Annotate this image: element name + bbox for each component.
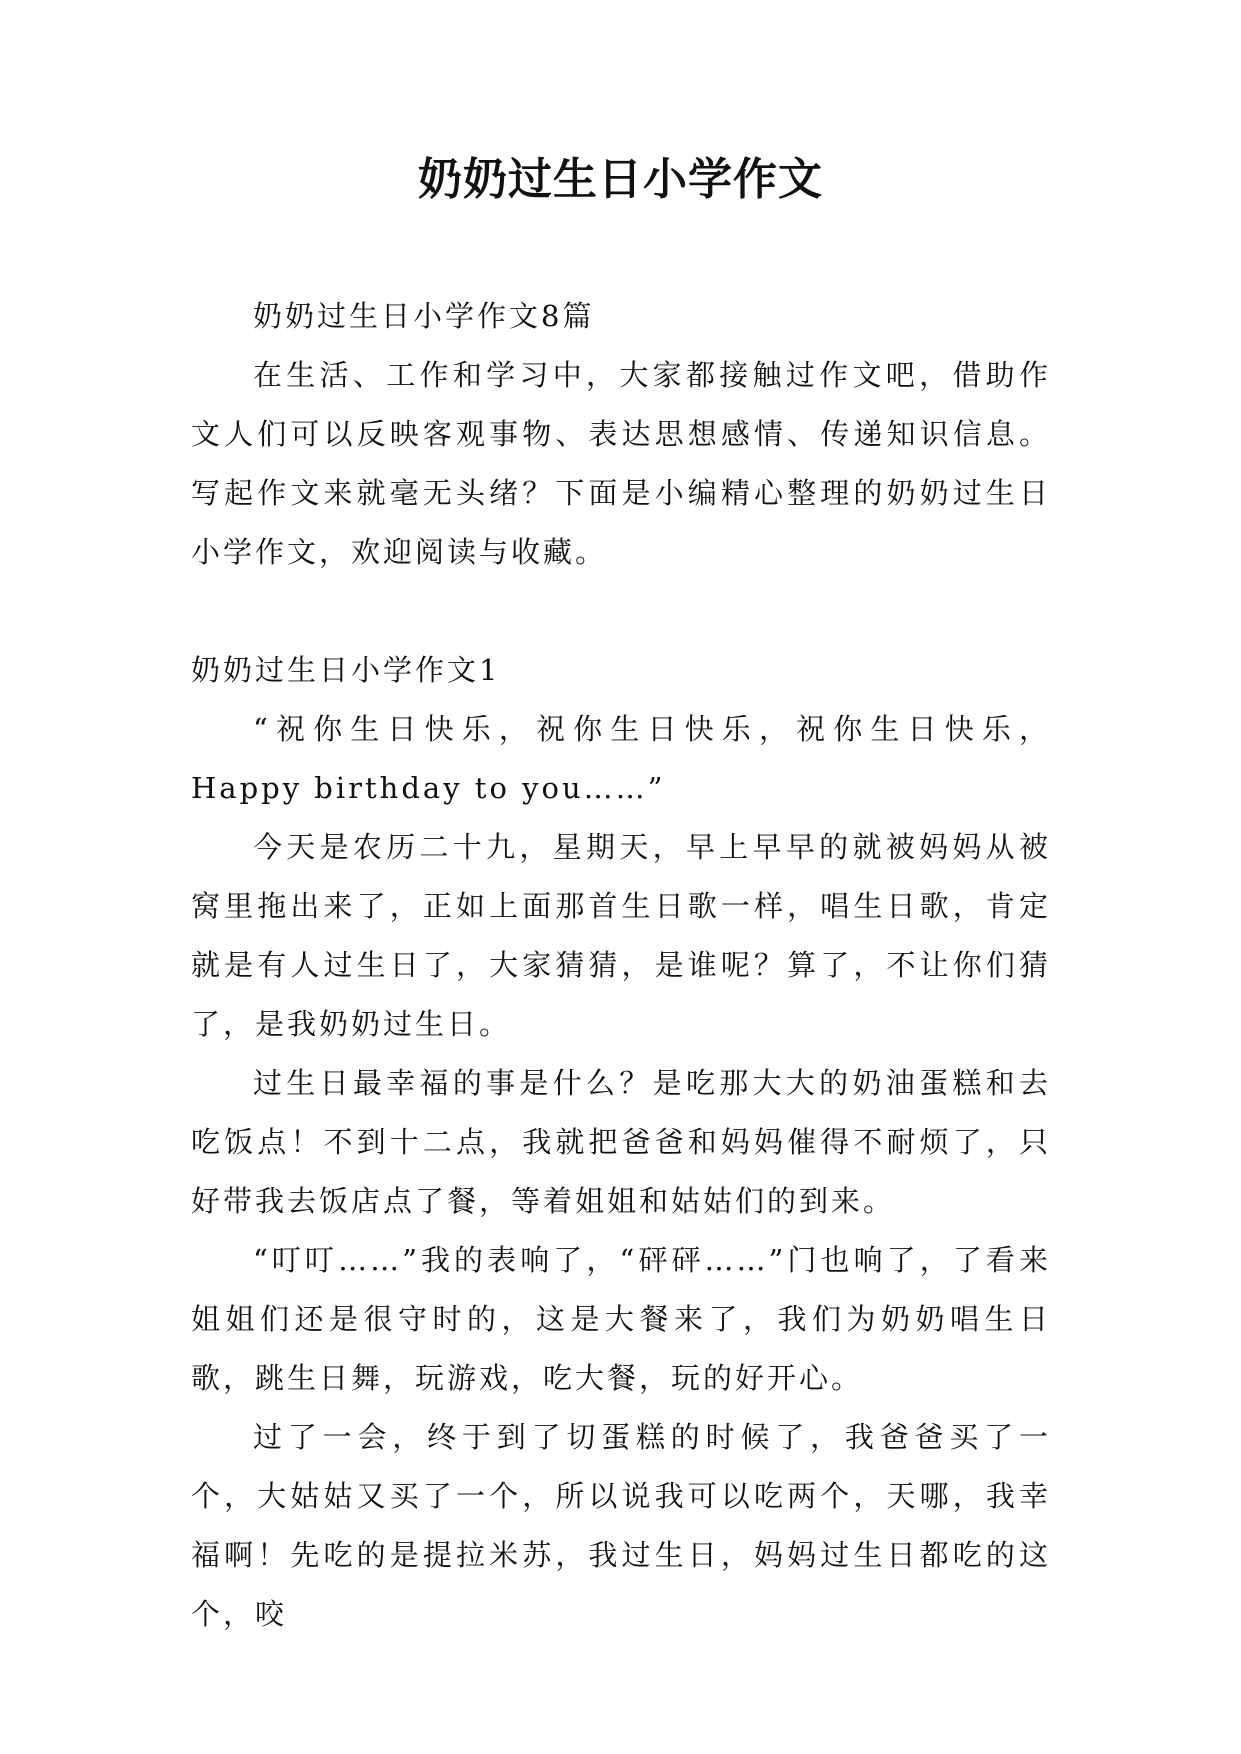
document-body	[191, 287, 1051, 1644]
essay-paragraph-2: 今天是农历二十九，星期天，早上早早的就被妈妈从被窝里拖出来了，正如上面那首生日歌一样，唱生日歌，肯定就是有人过生日了，大家猜猜，是谁呢？算了，不让你们猜了，是我奶奶过生日。	[191, 830, 1051, 1041]
intro-paragraph: 在生活、工作和学习中，大家都接触过作文吧，借助作文人们可以反映客观事物、表达思想感情、传递知识信息。写起作文来就毫无头绪？下面是小编精心整理的奶奶过生日小学作文，欢迎阅读与收藏。	[191, 358, 1051, 569]
paragraph-gap	[191, 582, 1051, 641]
document-title: 奶奶过生日小学作文	[418, 154, 823, 205]
document-subtitle: 奶奶过生日小学作文8篇	[253, 299, 595, 333]
essay-paragraph-5: 过了一会，终于到了切蛋糕的时候了，我爸爸买了一个，大姑姑又买了一个，所以说我可以吃两个，天哪，我幸福啊！先吃的是提拉米苏，我过生日，妈妈过生日都吃的这个，咬	[191, 1420, 1051, 1631]
essay-paragraph-3: 过生日最幸福的事是什么？是吃那大大的奶油蛋糕和去吃饭点！不到十二点，我就把爸爸和妈妈催得不耐烦了，只好带我去饭店点了餐，等着姐姐和姑姑们的到来。	[191, 1066, 1051, 1218]
section-heading: 奶奶过生日小学作文1	[191, 653, 501, 687]
essay-paragraph-4: “叮叮……”我的表响了，“砰砰……”门也响了，了看来姐姐们还是很守时的，这是大餐来了，我们为奶奶唱生日歌，跳生日舞，玩游戏，吃大餐，玩的好开心。	[191, 1243, 1051, 1395]
essay-paragraph-1: “祝你生日快乐，祝你生日快乐，祝你生日快乐，Happy birthday to you……”	[191, 712, 1051, 805]
